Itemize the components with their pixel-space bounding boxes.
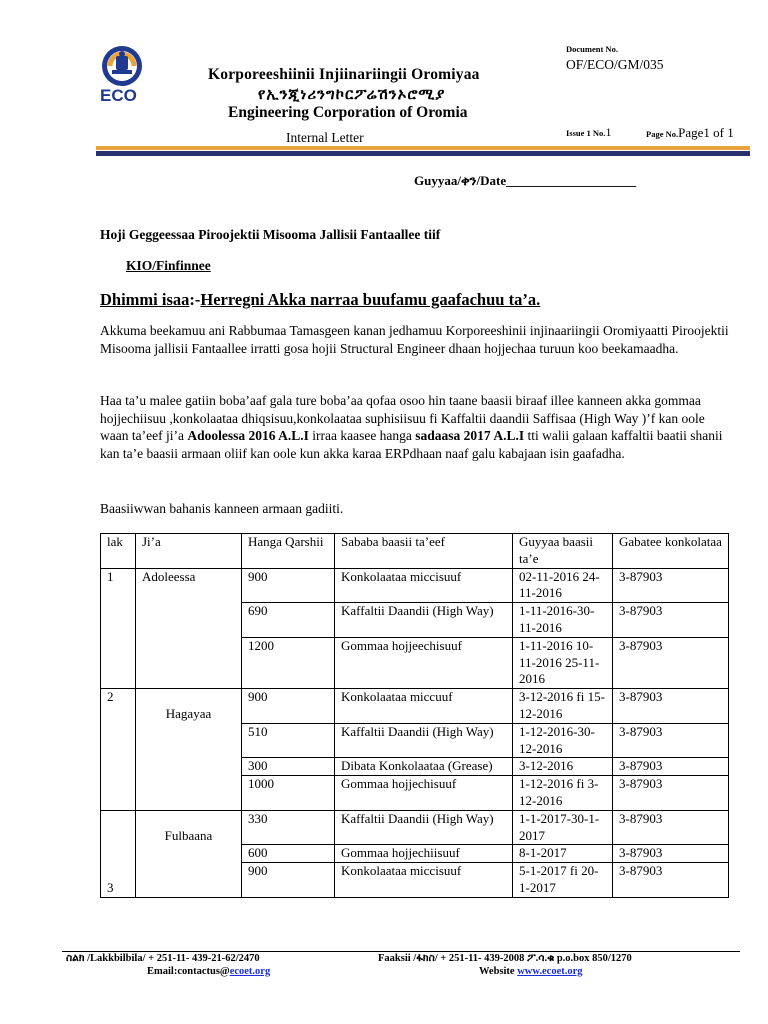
recipient: Hoji Geggeessaa Piroojektii Misooma Jallisii Fantaallee tiif bbox=[100, 227, 441, 242]
date-cell: 5-1-2017 fi 20-1-2017 bbox=[513, 863, 613, 898]
email-link[interactable]: ecoet.org bbox=[229, 966, 271, 977]
issue-label: Issue 1 No. bbox=[566, 128, 606, 138]
reason-cell: Dibata Konkolaataa (Grease) bbox=[335, 758, 513, 776]
date-cell: 1-11-2016-30-11-2016 bbox=[513, 603, 613, 638]
amount-cell: 900 bbox=[242, 689, 335, 724]
reason-cell: Gommaa hojjechisuuf bbox=[335, 776, 513, 811]
amount-cell: 1200 bbox=[242, 637, 335, 688]
amount-cell: 300 bbox=[242, 758, 335, 776]
subject-text: Herregni Akka narraa buufamu gaafachuu ta’a. bbox=[200, 290, 541, 309]
header-divider-navy bbox=[96, 151, 750, 156]
footer-phone: ስልክ /Lakkbilbila/ + 251-11- 439-21-62/2470 bbox=[66, 953, 260, 964]
para2-end-date: sadaasa 2017 A.L.I bbox=[415, 428, 525, 444]
document-number: OF/ECO/GM/035 bbox=[566, 57, 664, 72]
amount-cell: 600 bbox=[242, 845, 335, 863]
footer-email bbox=[147, 966, 270, 977]
date-cell: 1-1-2017-30-1-2017 bbox=[513, 810, 613, 845]
amount-cell: 900 bbox=[242, 863, 335, 898]
month-cell: Adoleessa bbox=[136, 568, 242, 689]
amount-cell: 690 bbox=[242, 603, 335, 638]
expense-table bbox=[100, 533, 729, 898]
table-row bbox=[101, 810, 729, 845]
month-cell: Fulbaana bbox=[136, 810, 242, 897]
reason-cell: Kaffaltii Daandii (High Way) bbox=[335, 723, 513, 758]
amount-cell: 330 bbox=[242, 810, 335, 845]
website-label: Website bbox=[479, 966, 518, 977]
letter-type: Internal Letter bbox=[286, 130, 364, 145]
date-cell: 3-12-2016 bbox=[513, 758, 613, 776]
paragraph-list-intro: Baasiiwwan bahanis kanneen armaan gadiiti. bbox=[100, 501, 344, 516]
date-cell: 1-11-2016 10-11-2016 25-11-2016 bbox=[513, 637, 613, 688]
plate-cell: 3-87903 bbox=[613, 603, 729, 638]
date-cell: 02-11-2016 24-11-2016 bbox=[513, 568, 613, 603]
row-number-cell: 3 bbox=[101, 810, 136, 897]
subject-separator: :- bbox=[189, 290, 201, 309]
footer-website bbox=[479, 966, 583, 977]
page-value: Page1 of 1 bbox=[678, 125, 734, 140]
reason-cell: Kaffaltii Daandii (High Way) bbox=[335, 603, 513, 638]
reason-cell: Gommaa hojjechiisuuf bbox=[335, 845, 513, 863]
header-cell: Ji’a bbox=[136, 534, 242, 569]
amount-cell: 900 bbox=[242, 568, 335, 603]
recipient-location: KIO/Finfinnee bbox=[126, 258, 211, 273]
company-name-oromo: Korporeeshiinii Injiinariingii Oromiyaa bbox=[208, 66, 480, 83]
month-cell: Hagayaa bbox=[136, 689, 242, 811]
subject-line bbox=[100, 290, 540, 310]
reason-cell: Konkolaataa miccisuuf bbox=[335, 863, 513, 898]
page-label: Page No. bbox=[646, 129, 679, 139]
header-cell: Gabatee konkolataa bbox=[613, 534, 729, 569]
company-name-english: Engineering Corporation of Oromia bbox=[228, 104, 468, 121]
reason-cell: Konkolaataa miccuuf bbox=[335, 689, 513, 724]
plate-cell: 3-87903 bbox=[613, 810, 729, 845]
footer-divider bbox=[62, 951, 740, 952]
para2-part-a: Haa ta’u malee gatiin boba’aaf gala ture boba’aa qofaa osoo hin taane baasii biraaf illee kanneen akka gommaa hojjechiisuu ,konkolaataa dhiqsisuu,konkolaataa suphisiisuu fi Kaffaltii daandii Saffisaa (High Way )’f kan oole waan ta’eef ji’a bbox=[100, 393, 705, 444]
paragraph-intro: Akkuma beekamuu ani Rabbumaa Tamasgeen kanan jedhamuu Korporeeshinii injinaariingii Oromiyaatti Piroojektii Misooma jallisii Fantaallee irratti gosa hojii Structural Engineer dhaan hojjechaa turuun koo beekamaadha. bbox=[100, 323, 729, 356]
header-cell: lak bbox=[101, 534, 136, 569]
plate-cell: 3-87903 bbox=[613, 637, 729, 688]
row-number-cell: 1 bbox=[101, 568, 136, 689]
document-number-label: Document No. bbox=[566, 44, 618, 54]
email-label: Email:contactus@ bbox=[147, 966, 230, 977]
plate-cell: 3-87903 bbox=[613, 863, 729, 898]
logo-text: ECO bbox=[100, 86, 137, 104]
plate-cell: 3-87903 bbox=[613, 845, 729, 863]
company-name-amharic: የኢንጂነሪንግኮርፖሬሽንኦሮሚያ bbox=[258, 87, 446, 103]
header-cell: Hanga Qarshii bbox=[242, 534, 335, 569]
para2-part-e: tti walii galaan kaffaltii baatii shanii kan ta’e baasii armaan oliif kan oole kun akka karaa ERPdhaan naaf galu kabajaan isin gaafadha. bbox=[100, 428, 723, 461]
para2-start-date: Adoolessa 2016 A.L.I bbox=[187, 428, 309, 444]
plate-cell: 3-87903 bbox=[613, 723, 729, 758]
issue-value: 1 bbox=[605, 125, 612, 139]
plate-cell: 3-87903 bbox=[613, 776, 729, 811]
date-cell: 1-12-2016-30-12-2016 bbox=[513, 723, 613, 758]
para2-part-c: irraa kaasee hanga bbox=[308, 428, 416, 444]
reason-cell: Kaffaltii Daandii (High Way) bbox=[335, 810, 513, 845]
date-cell: 1-12-2016 fi 3-12-2016 bbox=[513, 776, 613, 811]
issue-number bbox=[566, 125, 611, 140]
amount-cell: 510 bbox=[242, 723, 335, 758]
subject-label: Dhimmi isaa bbox=[100, 290, 190, 309]
table-header-row bbox=[101, 534, 729, 569]
plate-cell: 3-87903 bbox=[613, 758, 729, 776]
paragraph-request bbox=[100, 392, 732, 462]
row-number-cell: 2 bbox=[101, 689, 136, 811]
website-link[interactable]: www.ecoet.org bbox=[517, 966, 583, 977]
plate-cell: 3-87903 bbox=[613, 689, 729, 724]
amount-cell: 1000 bbox=[242, 776, 335, 811]
table-row bbox=[101, 689, 729, 724]
plate-cell: 3-87903 bbox=[613, 568, 729, 603]
table-row bbox=[101, 568, 729, 603]
header-divider-orange bbox=[96, 146, 750, 150]
date-cell: 3-12-2016 fi 15-12-2016 bbox=[513, 689, 613, 724]
footer-fax: Faaksii /ፋክስ/ + 251-11- 439-2008 ፖ.ሳ.ቁ p.o.box 850/1270 bbox=[378, 953, 632, 964]
page-number bbox=[646, 125, 734, 141]
header-cell: Sababa baasii ta’eef bbox=[335, 534, 513, 569]
header-cell: Guyyaa baasii ta’e bbox=[513, 534, 613, 569]
reason-cell: Gommaa hojjeechisuuf bbox=[335, 637, 513, 688]
date-line: Guyyaa/ቀን/Date____________________ bbox=[414, 173, 637, 188]
date-cell: 8-1-2017 bbox=[513, 845, 613, 863]
eco-logo bbox=[96, 44, 152, 104]
reason-cell: Konkolaataa miccisuuf bbox=[335, 568, 513, 603]
